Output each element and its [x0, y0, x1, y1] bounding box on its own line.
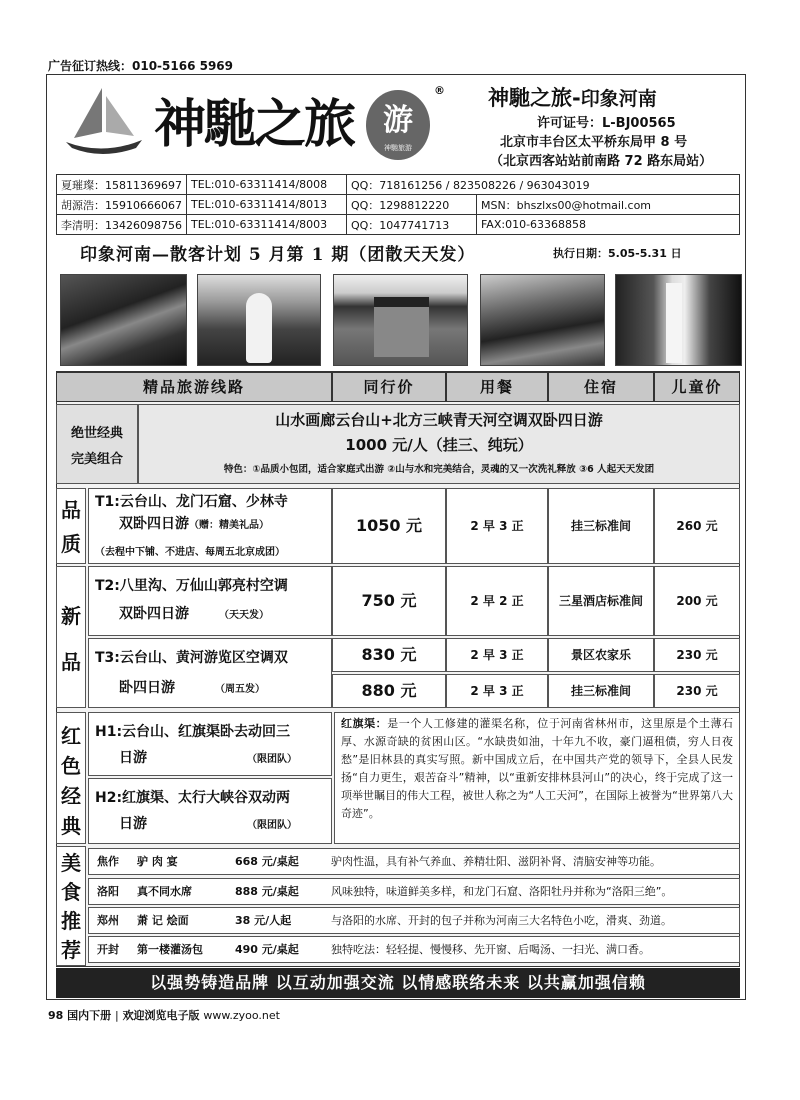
brand-script: 印象河南	[580, 88, 657, 110]
classic-price: 1000 元/人（挂三、纯玩）	[345, 436, 533, 454]
t2-route-name: 双卧四日游	[119, 606, 189, 622]
contact-qq: QQ：718161256 / 823508226 / 963043019	[346, 175, 739, 195]
classic-label-1: 绝世经典	[70, 426, 123, 441]
h2-line-2	[89, 811, 331, 839]
photo-canyon-stream	[60, 274, 187, 366]
t2-price: 750 元	[332, 566, 446, 636]
h2-tag: （限团队）	[247, 820, 297, 831]
t2-stay: 三星酒店标准间	[548, 566, 654, 636]
footer-url[interactable]: www.zyoo.net	[203, 1009, 280, 1022]
contact-tel: TEL:010-63311414/8013	[186, 195, 346, 215]
page-footer	[48, 1007, 280, 1023]
h1-tag: （限团队）	[247, 754, 297, 765]
red-description	[334, 712, 740, 844]
contact-person: 胡源浩：15910666067	[57, 195, 187, 215]
header-route: 精品旅游线路	[56, 372, 332, 402]
slogan-banner: 以强势铸造品牌 以互动加强交流 以情感联络未来 以共赢加强信赖	[56, 968, 740, 998]
h1-route	[88, 712, 332, 776]
food-price: 490 元/桌起	[235, 943, 299, 956]
t1-child: 260 元	[654, 488, 740, 564]
food-price: 668 元/桌起	[235, 855, 299, 868]
brand-main: 神馳之旅-	[488, 86, 581, 110]
food-row	[88, 878, 740, 905]
t3a-stay: 景区农家乐	[548, 638, 654, 672]
contact-row	[57, 195, 740, 215]
exec-date: 执行日期：5.05-5.31 日	[553, 247, 682, 260]
t1-stay: 挂三标准间	[548, 488, 654, 564]
food-city: 开封	[97, 943, 119, 956]
t2-route-line-1: T2:八里沟、万仙山郭亮村空调	[95, 578, 288, 594]
footer-section: 国内下册	[67, 1009, 112, 1022]
t2-route-line-2	[89, 601, 331, 629]
t3a-price: 830 元	[332, 638, 446, 672]
contact-qq: QQ：1047741713	[346, 215, 476, 235]
food-row	[88, 848, 740, 875]
t1-route-name: 双卧四日游	[119, 516, 189, 532]
contact-fax: FAX:010-63368858	[476, 215, 739, 235]
classic-title: 山水画廊云台山+北方三峡青天河空调双卧四日游	[275, 411, 603, 429]
t3-route	[88, 638, 332, 708]
logo	[62, 80, 445, 172]
gate-shape	[374, 297, 429, 357]
t3-route-name: 卧四日游	[119, 680, 175, 696]
red-label: 红色经典	[56, 712, 86, 844]
food-desc: 风味独特，味道鲜美多样，和龙门石窟、洛阳牡丹并称为“洛阳三绝”。	[331, 885, 673, 898]
header-price: 同行价	[332, 372, 446, 402]
t2-child: 200 元	[654, 566, 740, 636]
food-desc: 驴肉性温，具有补气养血、养精壮阳、滋阴补肾、清脑安神等功能。	[331, 855, 661, 868]
travel-seal	[366, 90, 430, 160]
t3b-child: 230 元	[654, 674, 740, 708]
food-city: 洛阳	[97, 885, 119, 898]
page-number: 98	[48, 1009, 64, 1022]
food-label: 美食推荐	[56, 846, 86, 966]
food-city: 焦作	[97, 855, 119, 868]
contact-row	[57, 215, 740, 235]
classic-label-2: 完美组合	[70, 452, 123, 467]
logo-wordmark: 神馳之旅	[154, 94, 355, 155]
classic-label	[56, 404, 138, 484]
header-child: 儿童价	[654, 372, 740, 402]
t3-route-line-1: T3:云台山、黄河游览区空调双	[95, 650, 288, 666]
footer-separator: |	[115, 1009, 119, 1022]
footer-slogan: 欢迎浏览电子版	[122, 1009, 200, 1022]
photo-temple-gate	[333, 274, 468, 366]
t2-meal: 2 早 2 正	[446, 566, 548, 636]
sailboat-logo-icon	[62, 86, 144, 158]
h1-line-1: H1:云台山、红旗渠卧去动回三	[95, 724, 291, 740]
seal-char: 游	[383, 103, 413, 138]
h1-name: 日游	[119, 750, 147, 766]
new-label: 新品	[56, 566, 86, 708]
contact-table	[56, 174, 740, 235]
t2-route	[88, 566, 332, 636]
address-line-2: （北京西客站站前南路 72 路东局站）	[490, 154, 713, 169]
brand-name	[488, 82, 657, 112]
food-desc: 与洛阳的水席、开封的包子并称为河南三大名特色小吃，滑爽、劲道。	[331, 914, 672, 927]
food-name: 萧 记 烩面	[137, 914, 189, 927]
classic-features: 特色：①品质小包团，适合家庭式出游 ②山与水和完美结合，灵魂的又一次洗礼释放 ③6 人起天天发团	[223, 464, 655, 475]
classic-detail	[138, 404, 740, 484]
food-row	[88, 936, 740, 963]
photo-waterfall	[615, 274, 742, 366]
contact-qq: QQ：1298812220	[346, 195, 476, 215]
food-row	[88, 907, 740, 934]
t2-tag: （天天发）	[219, 610, 269, 621]
t1-note: （去程中下铺、不进店、每周五北京成团）	[95, 547, 285, 558]
h2-line-1: H2:红旗渠、太行大峡谷双动两	[95, 790, 291, 806]
contact-tel: TEL:010-63311414/8003	[186, 215, 346, 235]
food-name: 第一楼灌汤包	[137, 943, 203, 956]
contact-person: 夏璀璨：15811369697	[57, 175, 187, 195]
quality-label: 品质	[56, 488, 86, 564]
t3-tag: （周五发）	[215, 684, 265, 695]
contact-person: 李清明：13426098756	[57, 215, 187, 235]
header-stay: 住宿	[548, 372, 654, 402]
t3a-child: 230 元	[654, 638, 740, 672]
t1-route-line-2	[89, 515, 331, 535]
t1-meal: 2 早 3 正	[446, 488, 548, 564]
h1-line-2	[89, 745, 331, 773]
photo-statue	[197, 274, 321, 366]
food-price: 888 元/桌起	[235, 885, 299, 898]
t3b-price: 880 元	[332, 674, 446, 708]
t1-price: 1050 元	[332, 488, 446, 564]
red-desc-text: 是一个人工修建的灌渠名称，位于河南省林州市，这里原是个土薄石厚、水源奇缺的贫困山区。“水缺贵如油，十年九不收，豪门逼租债，穷人日夜愁”是旧林县的真实写照。新中国成立后，在中国共产党的领导下，全县人民发扬“自力更生，艰苦奋斗”精神，以“重新安排林县河山”的决心，终于完成了这一项举世瞩目的伟大工程，被世人称之为“人工天河”，在国际上被誉为“世界第八大奇迹”。	[341, 717, 734, 820]
seal-sub: 神馳旅游	[384, 144, 412, 152]
h2-route	[88, 778, 332, 844]
food-name: 真不同水席	[137, 885, 192, 898]
address-line-1: 北京市丰台区太平桥东局甲 8 号	[500, 135, 688, 150]
statue-shape	[246, 293, 272, 363]
registered-mark: ®	[434, 84, 445, 97]
food-price: 38 元/人起	[235, 914, 292, 927]
contact-msn: MSN：bhszlxs00@hotmail.com	[476, 195, 739, 215]
red-desc-title: 红旗渠：	[341, 717, 388, 730]
food-city: 郑州	[97, 914, 119, 927]
t3a-meal: 2 早 3 正	[446, 638, 548, 672]
plan-title: 印象河南—散客计划 5 月第 1 期（团散天天发）	[80, 245, 476, 265]
license-number: 许可证号：L-BJ00565	[537, 116, 676, 131]
quality-route	[88, 488, 332, 564]
contact-tel: TEL:010-63311414/8008	[186, 175, 346, 195]
food-name: 驴 肉 宴	[137, 855, 178, 868]
t1-gift: （赠：精美礼品）	[189, 520, 269, 531]
t3b-stay: 挂三标准间	[548, 674, 654, 708]
h2-name: 日游	[119, 816, 147, 832]
food-desc: 独特吃法：轻轻提、慢慢移、先开窗、后喝汤、一扫光、满口香。	[331, 943, 650, 956]
waterfall-shape	[666, 283, 682, 363]
ad-hotline: 广告征订热线：010-5166 5969	[48, 59, 234, 73]
t1-route-line-1: T1:云台山、龙门石窟、少林寺	[95, 494, 288, 510]
t3b-meal: 2 早 3 正	[446, 674, 548, 708]
t3-route-line-2	[89, 675, 331, 703]
photo-river-gorge	[480, 274, 605, 366]
contact-row	[57, 175, 740, 195]
header-meal: 用餐	[446, 372, 548, 402]
